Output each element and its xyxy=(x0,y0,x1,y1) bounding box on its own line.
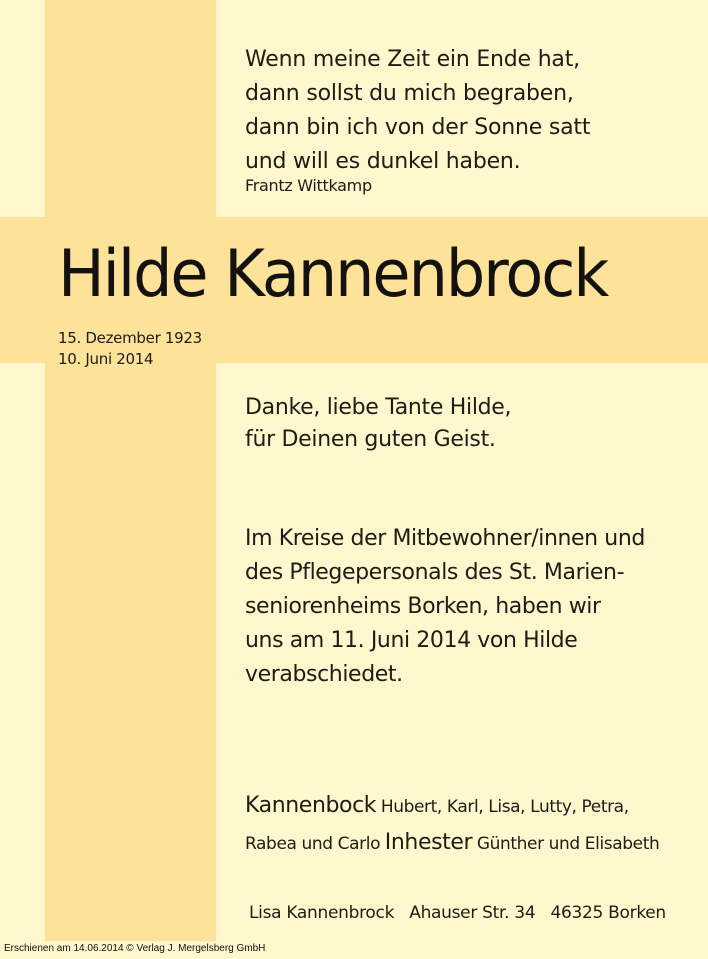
poem xyxy=(245,43,590,179)
farewell-line: seniorenheims Borken, haben wir xyxy=(245,594,601,619)
signers-row xyxy=(245,825,695,862)
publication-credit: Erschienen am 14.06.2014 © Verlag J. Mergelsberg GmbH xyxy=(4,943,266,954)
thanks-message xyxy=(245,392,511,456)
family-members: Hubert, Karl, Lisa, Lutty, Petra, xyxy=(380,797,629,817)
farewell-line: des Pflegepersonals des St. Marien- xyxy=(245,560,625,585)
signers-row xyxy=(245,788,695,825)
poem-line: Wenn meine Zeit ein Ende hat, xyxy=(245,47,580,72)
poem-line: dann bin ich von der Sonne satt xyxy=(245,115,591,140)
family-members: Rabea und Carlo xyxy=(245,834,381,854)
farewell-line: Im Kreise der Mitbewohner/innen und xyxy=(245,526,645,551)
address-name: Lisa Kannenbrock xyxy=(249,903,395,923)
thanks-line: für Deinen guten Geist. xyxy=(245,427,496,452)
address-street: Ahauser Str. 34 xyxy=(409,903,536,923)
thanks-line: Danke, liebe Tante Hilde, xyxy=(245,395,512,420)
cross-vertical-bar xyxy=(45,0,216,941)
address-city: 46325 Borken xyxy=(550,903,666,923)
family-name: Inhester xyxy=(384,830,473,855)
family-members: Günther und Elisabeth xyxy=(476,834,660,854)
poem-line: dann sollst du mich begraben, xyxy=(245,81,574,106)
family-name: Kannenbock xyxy=(245,793,377,818)
death-date: 10. Juni 2014 xyxy=(58,350,154,368)
farewell-message xyxy=(245,522,645,692)
life-dates xyxy=(58,328,202,370)
signers xyxy=(245,788,695,862)
birth-date: 15. Dezember 1923 xyxy=(58,329,202,347)
poem-line: und will es dunkel haben. xyxy=(245,149,521,174)
farewell-line: verabschiedet. xyxy=(245,662,403,687)
contact-address xyxy=(249,903,666,923)
farewell-line: uns am 11. Juni 2014 von Hilde xyxy=(245,628,578,653)
deceased-name: Hilde Kannenbrock xyxy=(58,235,608,312)
poem-author: Frantz Wittkamp xyxy=(245,176,372,195)
